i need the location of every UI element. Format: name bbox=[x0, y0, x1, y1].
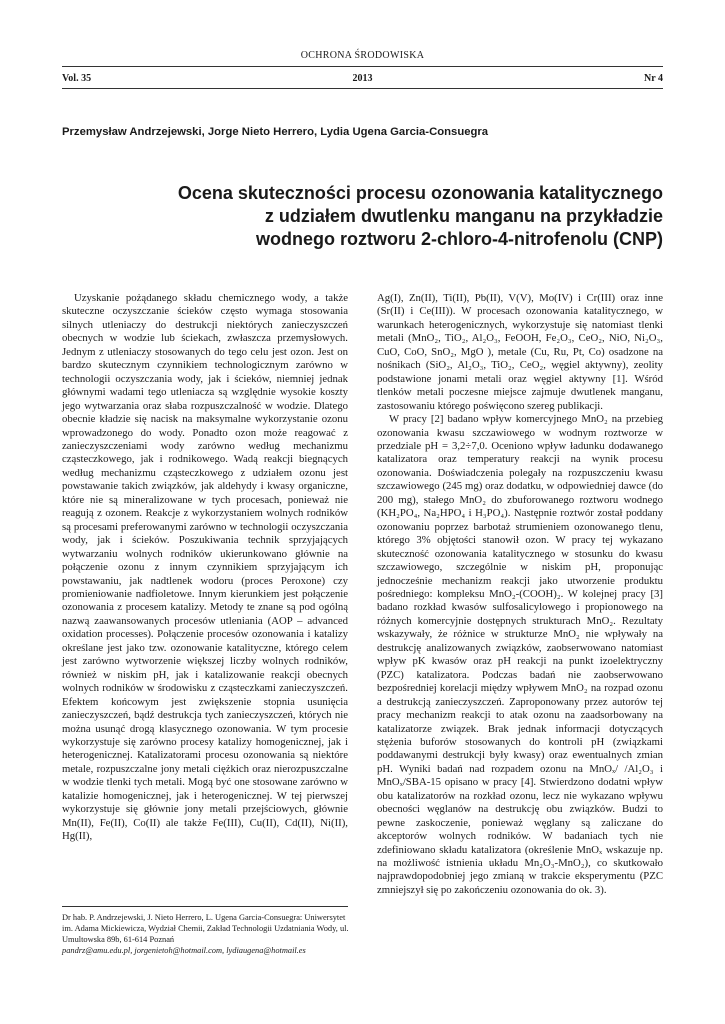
volume: Vol. 35 bbox=[62, 73, 92, 84]
body-paragraph: Uzyskanie pożądanego składu chemicznego wody, a także skuteczne oczyszczanie ścieków często wymaga stosowania silnych utleniaczy do destrukcji niektórych zanieczyszczeń obecnych w wodzie lub ściekach, zwłaszcza przemysłowych. Jednym z utleniaczy stosowanych do tego celu jest ozon. Jest on bardzo skutecznym czynnikiem technologicznym zarówno w technologii oczyszczania wody, jak i ścieków, niemniej jednak głównymi wadami tego utleniacza są względnie wysokie koszty jego wytwarzania oraz słaba rozpuszczalność w wodzie. Dlatego obecnie kładzie się nacisk na maksymalne wykorzystanie ozonu wprowadzonego do wody. Ponadto ozon może reagować z zanieczyszczeniami wody zarówno według mechanizmu cząsteczkowego, jak i rodnikowego. Wadą reakcji biegnących według mechanizmu cząsteczkowego z udziałem ozonu jest powstawanie takich związków, jak aldehydy i kwasy organiczne, które nie są mineralizowane w tych procesach, ponieważ nie reagują z ozonem. Reakcje z wykorzystaniem wolnych rodników są procesami preferowanymi zarówno w technologii oczyszczania wody, jak i ścieków. Poszukiwania technik sprzyjających wytwarzaniu wolnych rodników ukierunkowano głównie na połączenie ozonu z innym czynnikiem sprzyjającym ich powstawaniu, jak nadtlenek wodoru (proces Peroxone) czy promieniowanie nadfioletowe. Innym kierunkiem jest połączenie ozonowania z procesem katalizy. Metody te znane są pod ogólną nazwą zaawansowanych procesów utleniania (AOP – advanced oxidation processes). Połączenie procesów ozonowania i katalizy określane jest jako tzw. ozonowanie katalityczne, którego celem jest zarówno wytworzenie większej liczby wolnych rodników, również w niskim pH, jak i katalizowanie reakcji obecnych wolnych rodników w środowisku z cząsteczkami zanieczyszczeń. Efektem końcowym jest zwiększenie stopnia usunięcia zanieczyszczeń, bądź destrukcja tych zanieczyszczeń, których nie można usunąć drogą klasycznego ozonowania. W tym procesie wykorzystuje się zarówno procesy katalizy homogenicznej, jak i heterogenicznej. Katalizatorami procesu ozonowania są niektóre metale, rozpuszczalne jony metali ciężkich oraz nierozpuszczalne w wodzie tlenki tych metali. Mogą być one stosowane zarówno w katalizie homogenicznej, jak i heterogenicznej. W tej pierwszej wykorzystuje się głównie jony metali przejściowych, głównie Mn(II), Fe(II), Co(II) ale także Fe(III), Cu(II), Cd(II), Ni(II), Hg(II), bbox=[62, 292, 348, 843]
footnote-emails: pandrz@amu.edu.pl, jorgenietoh@hotmail.com, lydiaugena@hotmail.es bbox=[62, 946, 306, 955]
body-paragraph: W pracy [2] badano wpływ komercyjnego MnO₂ na przebieg ozonowania kwasu szczawiowego w wodnym roztworze w przedziale pH = 3,2÷7,0. Oceniono wpływ ładunku dodawanego katalizatora oraz temperatury reakcji na wynik procesu ozonowania. Doświadczenia polegały na rozpuszczeniu kwasu szczawiowego (245 mg) oraz dodatku, w odpowiedniej dawce (do 200 mg), stałego MnO₂ do zbuforowanego roztworu wodnego (KH₂PO₄, Na₂HPO₄ i H₃PO₄). Następnie roztwór został poddany ozonowaniu poprzez barbotaż strumieniem ozonowanego tlenu, którego 3% objętości stanowił ozon. W pracy tej wykazano skuteczność ozonowania katalitycznego w stosunku do kwasu szczawiowego, szczególnie w niskim pH, proponując jednocześnie mechanizm reakcji jako utworzenie produktu pośredniego: kompleksu MnO₂-(COOH)₂. W kolejnej pracy [3] badano rozkład kwasów sulfosalicylowego i propionowego na różnych komercyjnie dostępnych strukturach MnO₂. Rezultaty wskazywały, że różnice w strukturze MnO₂ nie wpływały na destrukcję analizowanych związków, zaobserwowano natomiast wpływ pK kwasów oraz pH reakcji na punkt izoelektryczny (PZC) katalizatora. Podczas badań nie zaobserwowano bezpośredniej korelacji między wpływem MnO₂ na rozpad ozonu a destrukcją zanieczyszczeń. Zaproponowany przez autorów tej pracy mechanizm reakcji to atak ozonu na zaadsorbowany na katalizatorze związek. Brak jednak informacji dotyczących stężenia buforów stosowanych do kontroli pH (związkami poddawanymi destrukcji były kwasy) oraz ewentualnych zmian pH. Wyniki badań nad rozpadem ozonu na MnOₓ/ /Al₂O₃ i MnOₓ/SBA-15 opisano w pracy [4]. Stwierdzono dodatni wpływ obu katalizatorów na rozkład ozonu, lecz nie wykazano wpływu obecności węglanów na destrukcję obu związków. Budzi to pewne zaskoczenie, ponieważ węglany są zaliczane do akceptorów wolnych rodników. W badaniach tych nie zdefiniowano składu katalizatora (określenie MnOₓ wskazuje np. na możliwość istnienia układu Mn₂O₃-MnO₂), co skutkowało najprawdopodobniej jego zmianą w trakcie eksperymentu (PZC zmniejszył się po zakończeniu ozonowania do ok. 3). bbox=[377, 413, 663, 896]
body-column-left bbox=[62, 292, 348, 844]
issue-number: Nr 4 bbox=[644, 73, 663, 84]
footnote-affiliation: Dr hab. P. Andrzejewski, J. Nieto Herrero, L. Ugena Garcia-Consuegra: Uniwersytet im. Adama Mickiewicza, Wydział Chemii, Zakład Technologii Uzdatniania Wody, ul. Umultowska 89b, 61-614 Poznań bbox=[62, 913, 349, 944]
header-rule-bottom bbox=[62, 88, 663, 89]
body-column-right bbox=[377, 292, 663, 897]
title-line: Ocena skuteczności procesu ozonowania katalitycznego bbox=[177, 183, 663, 203]
author-footnote bbox=[62, 912, 352, 956]
year: 2013 bbox=[352, 73, 373, 84]
title-line: z udziałem dwutlenku manganu na przykładzie bbox=[264, 206, 663, 226]
article-title bbox=[103, 182, 663, 251]
title-line: wodnego roztworu 2-chloro-4-nitrofenolu (CNP) bbox=[256, 229, 663, 249]
footnote-rule bbox=[62, 906, 348, 907]
author-list: Przemysław Andrzejewski, Jorge Nieto Herrero, Lydia Ugena Garcia-Consuegra bbox=[62, 126, 489, 138]
journal-name: OCHRONA ŚRODOWISKA bbox=[300, 50, 425, 61]
header-rule bbox=[62, 66, 663, 67]
body-paragraph: Ag(I), Zn(II), Ti(II), Pb(II), V(V), Mo(IV) i Cr(III) oraz inne (Sr(II) i Ce(III)). W procesach ozonowania katalitycznego, w warunkach heterogenicznych, wykorzystuje się natomiast tlenki metali (MnO₂, TiO₂, Al₂O₃, FeOOH, Fe₂O₃, CeO₂, NiO, Ni₂O₃, CuO, CoO, SnO₂, MgO ), metale (Cu, Ru, Pt, Co) osadzone na nośnikach (SiO₂, Al₂O₃, TiO₂, CeO₂, węgiel aktywny), zeolity podstawione jonami metali oraz węgiel aktywny [1]. Wśród tlenków metali poczesne miejsce zajmuje dwutlenek manganu, zastosowaniu którego poświęcono szereg publikacji. bbox=[377, 292, 663, 412]
